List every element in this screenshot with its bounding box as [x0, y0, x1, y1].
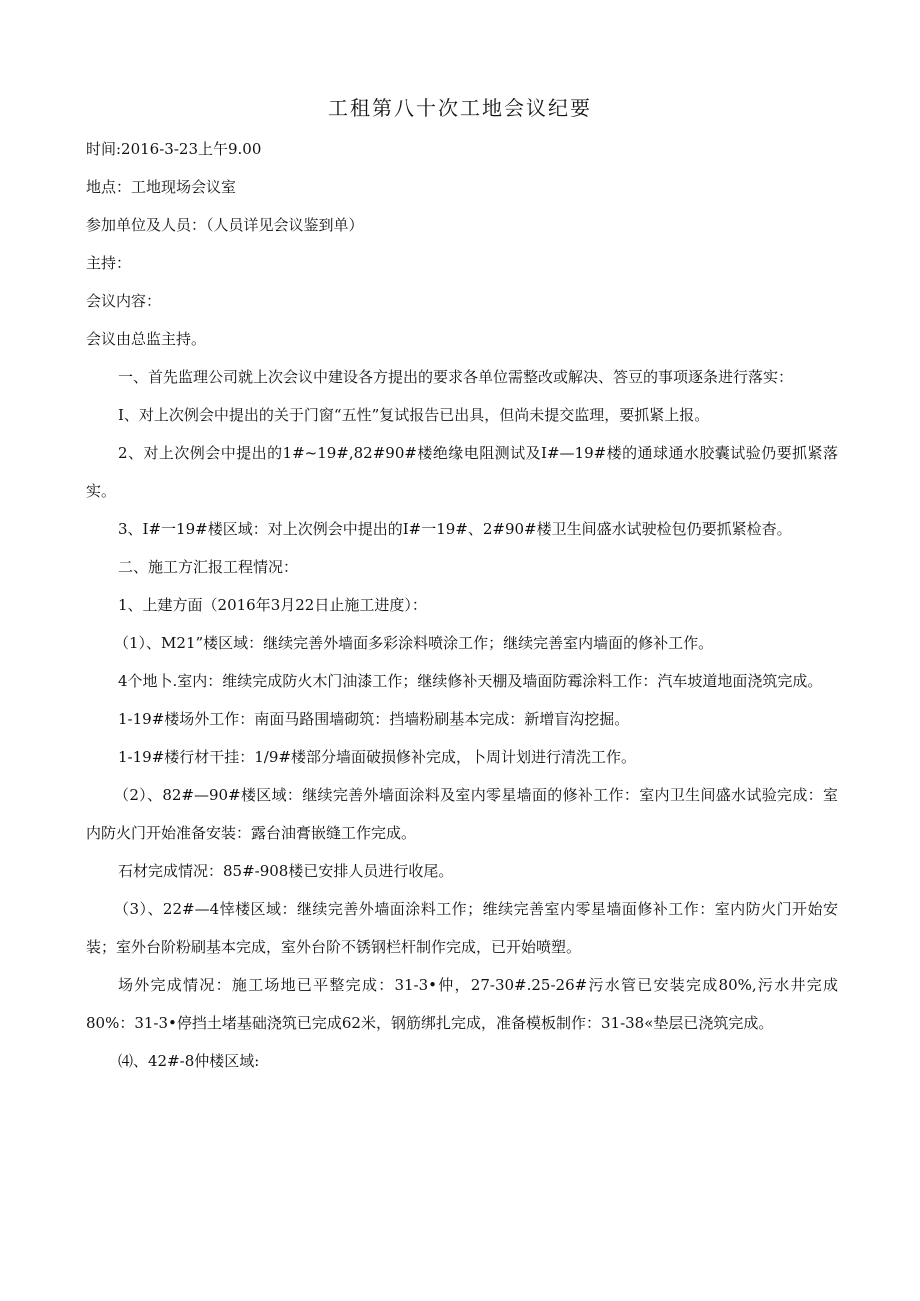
basement-paragraph: 4个地卜.室内：维续完成防火木门油漆工作；继续修补天棚及墙面防霉涂料工作：汽车坡道地面浇筑完成。: [118, 672, 823, 690]
section-1-paragraph: 一、首先监理公司就上次会议中建设各方提出的要求各单位需整改或解决、答豆的事项逐条进行落实：: [118, 368, 794, 386]
meeting-content-label: 会议内容：: [86, 292, 162, 310]
site-external-paragraph: 1-19#楼场外工作：南面马路围墙砌筑：挡墙粉刷基本完成：新增盲沟挖掘。: [118, 710, 630, 728]
civil-works-heading: 1、上建方面（2016年3月22日止施工进度）：: [118, 596, 427, 614]
external-completion-paragraph: 场外完成情况：施工场地已平整完成：31-3•仲，27-30#.25-26#污水管已安装完成80%,污水井完成80%：31-3•停挡土堵基础浇筑已完成62米，钢筋绑扎完成，准备模板制作：31-38«垫层已浇筑完成。: [86, 976, 838, 1032]
stone-completion-paragraph: 石材完成情况：85#-908楼已安排人员进行收尾。: [118, 862, 454, 880]
item-3-paragraph: 3、I#一19#楼区域：对上次例会中提出的I#一19#、2#90#楼卫生间盛水试驶检包仍要抓紧检杳。: [118, 520, 792, 538]
zone-2-paragraph: （2）、82#—90#楼区域：继续完善外墙面涂料及室内零星墙面的修补工作：室内卫生间盛水试验完成：室内防火门开始准备安装：露台油膏嵌缝工作完成。: [86, 786, 838, 842]
document-body: [86, 130, 838, 1080]
document-title: 工租第八十次工地会议纪要: [328, 96, 592, 120]
zone-3-paragraph: （3）、22#—4悻楼区域：继续完善外墙面涂料工作；维续完善室内零星墙面修补工作：室内防火门开始安装；室外台阶粉刷基本完成，室外台阶不锈钢栏杆制作完成，已开始喷塑。: [86, 900, 838, 956]
meeting-attendees: 参加单位及人员：（人员详见会议鉴到单）: [86, 216, 364, 234]
meeting-host: 主持：: [86, 254, 132, 272]
meeting-chaired-by: 会议由总监主持。: [86, 330, 207, 348]
zone-4-paragraph: ⑷、42#-8仲楼区域:: [118, 1052, 260, 1070]
meeting-time: 时间:2016-3-23上午9.00: [86, 140, 262, 158]
item-1-paragraph: I、对上次例会中提出的关于门窗“五性”复试报告已出具，但尚未提交监理，要抓紧上报。: [118, 406, 710, 424]
item-2-paragraph: 2、对上次例会中提出的1#~19#,82#90#楼绝缘电阻测试及I#—19#楼的通球通水胶囊试验仍要抓紧落实。: [86, 444, 838, 500]
meeting-place: 地点：工地现场会议室: [86, 178, 237, 196]
stone-cladding-paragraph: 1-19#楼行材干挂：1/9#楼部分墙面破损修补完成，卜周计划进行清洗工作。: [118, 748, 636, 766]
section-2-heading: 二、施工方汇报工程情况：: [118, 558, 299, 576]
zone-1-paragraph: （1）、M21”楼区域：继续完善外墙面多彩涂料喷涂工作；继续完善室内墙面的修补工作。: [114, 634, 714, 652]
